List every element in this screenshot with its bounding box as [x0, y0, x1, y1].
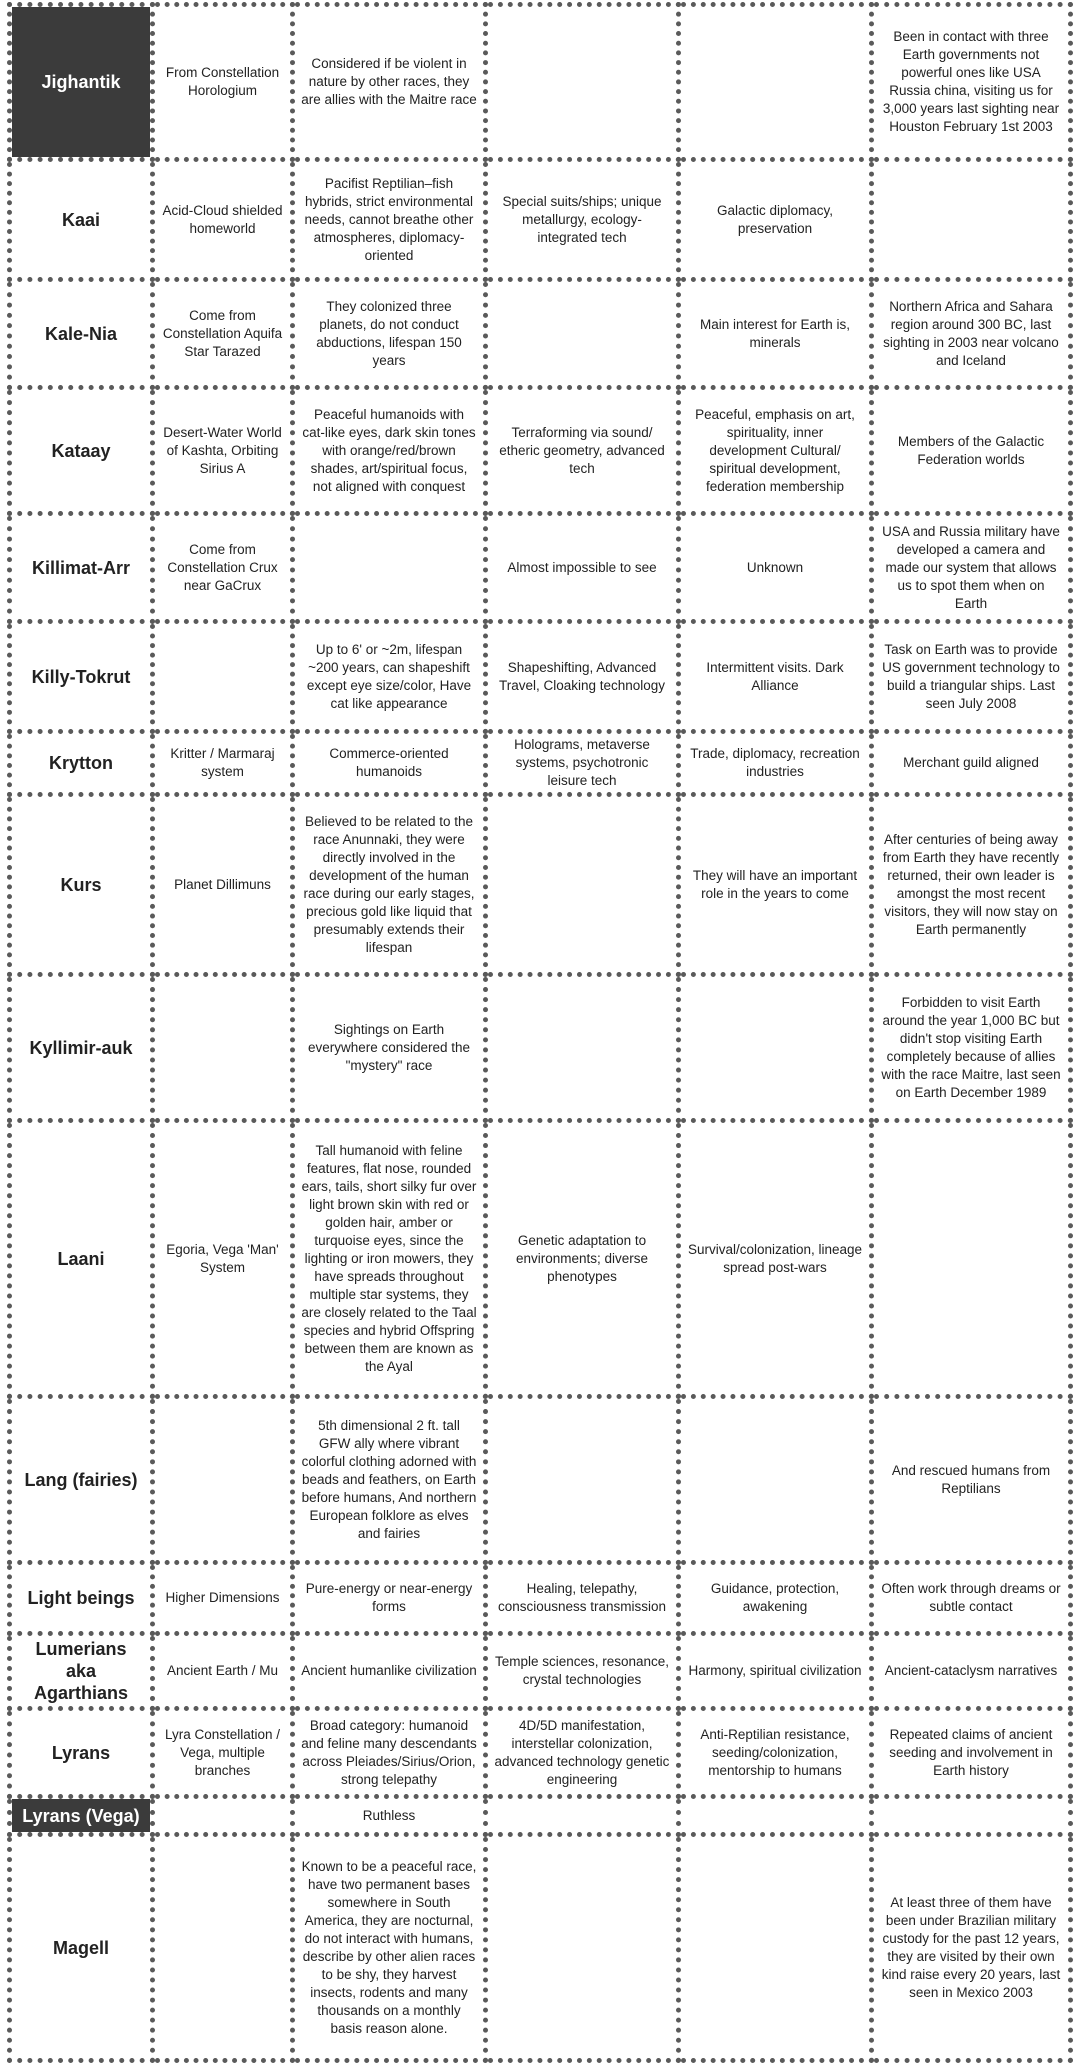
- species-name: Magell: [10, 1835, 153, 2061]
- origin-cell: [153, 622, 293, 732]
- notes-cell: And rescued humans from Reptilians: [872, 1397, 1071, 1563]
- origin-cell: Come from Constellation Crux near GaCrux: [153, 514, 293, 622]
- table-row: [10, 975, 1071, 1121]
- table-row: [10, 1797, 1071, 1835]
- technology-cell: [486, 1397, 679, 1563]
- goals-cell: Survival/colonization, lineage spread post-wars: [679, 1121, 872, 1397]
- notes-cell: Northern Africa and Sahara region around 300 BC, last sighting in 2003 near volcano and Iceland: [872, 280, 1071, 388]
- goals-cell: Harmony, spiritual civilization: [679, 1634, 872, 1709]
- origin-cell: Planet Dillimuns: [153, 795, 293, 975]
- technology-cell: Terraforming via sound/ etheric geometry, advanced tech: [486, 388, 679, 514]
- species-name: Killimat-Arr: [10, 514, 153, 622]
- species-name: Lumerians aka Agarthians: [10, 1634, 153, 1709]
- species-table: [7, 2, 1073, 2063]
- description-cell: 5th dimensional 2 ft. tall GFW ally where vibrant colorful clothing adorned with beads and feathers, on Earth before humans, And northern European folklore as elves and fairies: [293, 1397, 486, 1563]
- description-cell: Sightings on Earth everywhere considered the "mystery" race: [293, 975, 486, 1121]
- species-name: Jighantik: [10, 5, 153, 160]
- description-cell: They colonized three planets, do not conduct abductions, lifespan 150 years: [293, 280, 486, 388]
- goals-cell: Intermittent visits. Dark Alliance: [679, 622, 872, 732]
- table-row: [10, 732, 1071, 795]
- notes-cell: USA and Russia military have developed a camera and made our system that allows us to spot them when on Earth: [872, 514, 1071, 622]
- notes-cell: Members of the Galactic Federation worlds: [872, 388, 1071, 514]
- notes-cell: After centuries of being away from Earth they have recently returned, their own leader is amongst the most recent visitors, they will now stay on Earth permanently: [872, 795, 1071, 975]
- origin-cell: [153, 1835, 293, 2061]
- table-row: [10, 388, 1071, 514]
- table-row: [10, 1121, 1071, 1397]
- technology-cell: Temple sciences, resonance, crystal technologies: [486, 1634, 679, 1709]
- description-cell: Commerce-oriented humanoids: [293, 732, 486, 795]
- description-cell: Ruthless: [293, 1797, 486, 1835]
- origin-cell: Desert-Water World of Kashta, Orbiting Sirius A: [153, 388, 293, 514]
- technology-cell: Genetic adaptation to environments; diverse phenotypes: [486, 1121, 679, 1397]
- description-cell: Ancient humanlike civilization: [293, 1634, 486, 1709]
- goals-cell: [679, 975, 872, 1121]
- origin-cell: Egoria, Vega 'Man' System: [153, 1121, 293, 1397]
- notes-cell: Often work through dreams or subtle contact: [872, 1563, 1071, 1634]
- description-cell: Believed to be related to the race Anunnaki, they were directly involved in the development of the human race during our early stages, precious gold like liquid that presumably extends their lifespan: [293, 795, 486, 975]
- table-row: [10, 1709, 1071, 1797]
- notes-cell: Ancient-cataclysm narratives: [872, 1634, 1071, 1709]
- goals-cell: Trade, diplomacy, recreation industries: [679, 732, 872, 795]
- goals-cell: [679, 5, 872, 160]
- species-name: Kaai: [10, 160, 153, 280]
- origin-cell: [153, 975, 293, 1121]
- description-cell: Broad category: humanoid and feline many descendants across Pleiades/Sirius/Orion, strong telepathy: [293, 1709, 486, 1797]
- species-name: Killy-Tokrut: [10, 622, 153, 732]
- description-cell: Considered if be violent in nature by other races, they are allies with the Maitre race: [293, 5, 486, 160]
- notes-cell: [872, 1797, 1071, 1835]
- description-cell: Up to 6' or ~2m, lifespan ~200 years, can shapeshift except eye size/color, Have cat like appearance: [293, 622, 486, 732]
- goals-cell: [679, 1835, 872, 2061]
- species-name: Lyrans (Vega): [10, 1797, 153, 1835]
- table-row: [10, 622, 1071, 732]
- origin-cell: Ancient Earth / Mu: [153, 1634, 293, 1709]
- origin-cell: From Constellation Horologium: [153, 5, 293, 160]
- notes-cell: [872, 160, 1071, 280]
- species-name: Laani: [10, 1121, 153, 1397]
- goals-cell: Galactic diplomacy, preservation: [679, 160, 872, 280]
- notes-cell: Been in contact with three Earth governments not powerful ones like USA Russia china, visiting us for 3,000 years last sighting near Houston February 1st 2003: [872, 5, 1071, 160]
- goals-cell: [679, 1397, 872, 1563]
- technology-cell: [486, 280, 679, 388]
- technology-cell: [486, 975, 679, 1121]
- origin-cell: Higher Dimensions: [153, 1563, 293, 1634]
- technology-cell: [486, 1835, 679, 2061]
- notes-cell: Repeated claims of ancient seeding and involvement in Earth history: [872, 1709, 1071, 1797]
- technology-cell: Special suits/ships; unique metallurgy, ecology-integrated tech: [486, 160, 679, 280]
- table-row: [10, 795, 1071, 975]
- species-name: Lang (fairies): [10, 1397, 153, 1563]
- description-cell: Pure-energy or near-energy forms: [293, 1563, 486, 1634]
- origin-cell: [153, 1397, 293, 1563]
- table-row: [10, 1397, 1071, 1563]
- technology-cell: [486, 795, 679, 975]
- technology-cell: 4D/5D manifestation, interstellar colonization, advanced technology genetic engineering: [486, 1709, 679, 1797]
- goals-cell: [679, 1797, 872, 1835]
- table-row: [10, 1563, 1071, 1634]
- table-row: [10, 1835, 1071, 2061]
- table-row: [10, 160, 1071, 280]
- origin-cell: [153, 1797, 293, 1835]
- table-row: [10, 5, 1071, 160]
- species-name: Krytton: [10, 732, 153, 795]
- origin-cell: Lyra Constellation / Vega, multiple branches: [153, 1709, 293, 1797]
- species-name: Kyllimir-auk: [10, 975, 153, 1121]
- goals-cell: Peaceful, emphasis on art, spirituality, inner development Cultural/ spiritual development, federation membership: [679, 388, 872, 514]
- technology-cell: Holograms, metaverse systems, psychotronic leisure tech: [486, 732, 679, 795]
- table-row: [10, 280, 1071, 388]
- notes-cell: Merchant guild aligned: [872, 732, 1071, 795]
- goals-cell: They will have an important role in the years to come: [679, 795, 872, 975]
- species-name: Kale-Nia: [10, 280, 153, 388]
- species-name: Kataay: [10, 388, 153, 514]
- origin-cell: Acid-Cloud shielded homeworld: [153, 160, 293, 280]
- goals-cell: Main interest for Earth is, minerals: [679, 280, 872, 388]
- species-name: Light beings: [10, 1563, 153, 1634]
- species-name: Lyrans: [10, 1709, 153, 1797]
- origin-cell: Kritter / Marmaraj system: [153, 732, 293, 795]
- technology-cell: Almost impossible to see: [486, 514, 679, 622]
- description-cell: Tall humanoid with feline features, flat nose, rounded ears, tails, short silky fur over light brown skin with red or golden hair, amber or turquoise eyes, since the lighting or iron mowers, they have spreads throughout multiple star systems, they are closely related to the Taal species and hybrid Offspring between them are known as the Ayal: [293, 1121, 486, 1397]
- description-cell: Known to be a peaceful race, have two permanent bases somewhere in South America, they are nocturnal, do not interact with humans, describe by other alien races to be shy, they harvest insects, rodents and many thousands on a monthly basis reason alone.: [293, 1835, 486, 2061]
- notes-cell: [872, 1121, 1071, 1397]
- goals-cell: Anti-Reptilian resistance, seeding/colonization, mentorship to humans: [679, 1709, 872, 1797]
- description-cell: Peaceful humanoids with cat-like eyes, dark skin tones with orange/red/brown shades, art/spiritual focus, not aligned with conquest: [293, 388, 486, 514]
- notes-cell: Forbidden to visit Earth around the year 1,000 BC but didn't stop visiting Earth completely because of allies with the race Maitre, last seen on Earth December 1989: [872, 975, 1071, 1121]
- notes-cell: Task on Earth was to provide US government technology to build a triangular ships. Last seen July 2008: [872, 622, 1071, 732]
- technology-cell: [486, 1797, 679, 1835]
- technology-cell: Healing, telepathy, consciousness transmission: [486, 1563, 679, 1634]
- origin-cell: Come from Constellation Aquifa Star Tarazed: [153, 280, 293, 388]
- species-name: Kurs: [10, 795, 153, 975]
- goals-cell: Guidance, protection, awakening: [679, 1563, 872, 1634]
- goals-cell: Unknown: [679, 514, 872, 622]
- notes-cell: At least three of them have been under Brazilian military custody for the past 12 years, they are visited by their own kind raise every 20 years, last seen in Mexico 2003: [872, 1835, 1071, 2061]
- technology-cell: Shapeshifting, Advanced Travel, Cloaking technology: [486, 622, 679, 732]
- table-row: [10, 514, 1071, 622]
- description-cell: [293, 514, 486, 622]
- description-cell: Pacifist Reptilian–fish hybrids, strict environmental needs, cannot breathe other atmospheres, diplomacy-oriented: [293, 160, 486, 280]
- technology-cell: [486, 5, 679, 160]
- table-row: [10, 1634, 1071, 1709]
